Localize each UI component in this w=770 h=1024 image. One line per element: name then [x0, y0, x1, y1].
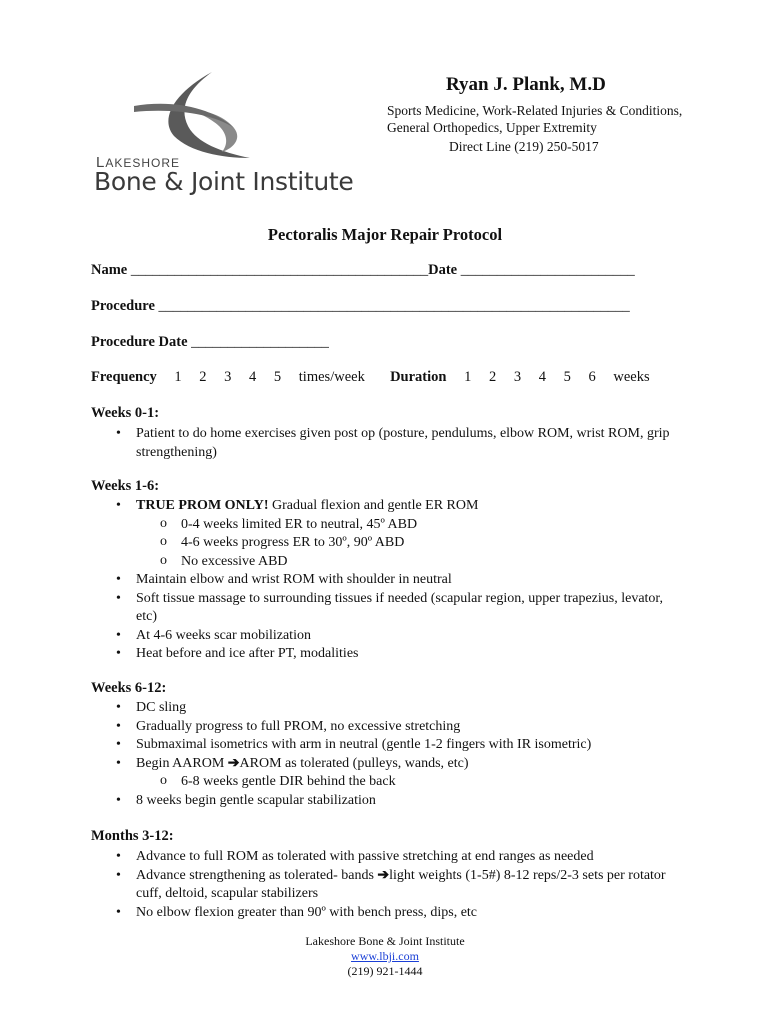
duration-option[interactable]: 5: [563, 369, 571, 385]
sub-list-item: o 4-6 weeks progress ER to 30º, 90º ABD: [136, 534, 678, 553]
list-item: • 8 weeks begin gentle scapular stabilization: [108, 792, 678, 811]
weeks-0-1-list: [108, 425, 678, 462]
weeks-1-6-sublist: [136, 516, 678, 572]
list-item: • Soft tissue massage to surrounding tissues if needed (scapular region, upper trapezius, levator, etc): [108, 590, 678, 627]
document-title: Pectoralis Major Repair Protocol: [267, 225, 503, 244]
frequency-option[interactable]: 3: [224, 369, 232, 385]
arrow-right-icon: ➔: [377, 867, 390, 883]
section-heading-months-3-12: Months 3-12:: [91, 828, 174, 844]
footer-org: Lakeshore Bone & Joint Institute: [305, 934, 465, 948]
list-item: • Advance strengthening as tolerated- bands ➔light weights (1-5#) 8-12 reps/2-3 sets per rotator cuff, deltoid, scapular stabilizers: [108, 867, 678, 904]
direct-line: Direct Line (219) 250-5017: [449, 139, 599, 154]
duration-unit: weeks: [613, 369, 650, 385]
section-heading-weeks-6-12: Weeks 6-12:: [91, 680, 167, 696]
weeks-6-12-list: [108, 699, 678, 810]
months-3-12-list: [108, 848, 678, 922]
weeks-1-6-list: [108, 497, 678, 664]
sub-list-item: o No excessive ABD: [136, 553, 678, 572]
list-item: • At 4-6 weeks scar mobilization: [108, 627, 678, 646]
doctor-specialty: [387, 102, 682, 136]
procedure-date-row: [91, 334, 329, 351]
section-heading-weeks-0-1: Weeks 0-1:: [91, 405, 160, 421]
specialty-line-2: General Orthopedics, Upper Extremity: [387, 120, 597, 135]
procedure-row: [91, 298, 630, 315]
logo-institute-name: Bone & Joint Institute: [94, 167, 354, 196]
name-date-row: [91, 262, 635, 279]
list-item: • DC sling: [108, 699, 678, 718]
list-item: • No elbow flexion greater than 90º with bench press, dips, etc: [108, 904, 678, 923]
doctor-name: Ryan J. Plank, M.D: [446, 74, 606, 95]
frequency-label: Frequency: [91, 369, 157, 385]
frequency-option[interactable]: 1: [174, 369, 182, 385]
frequency-duration-row: [91, 369, 650, 386]
list-item: • Gradually progress to full PROM, no excessive stretching: [108, 718, 678, 737]
duration-option[interactable]: 4: [538, 369, 546, 385]
name-label: Name: [91, 262, 128, 278]
swoosh-logo-icon: [130, 66, 260, 166]
procedure-label: Procedure: [91, 298, 155, 314]
logo-lakeshore-text: LAKESHORE: [96, 154, 181, 171]
list-item: • Begin AAROM ➔AROM as tolerated (pulleys, wands, etc) o 6-8 weeks gentle DIR behind the back: [108, 755, 678, 792]
date-field[interactable]: ________________________: [460, 262, 635, 278]
footer-phone: (219) 921-1444: [347, 964, 423, 978]
name-field[interactable]: _________________________________________: [130, 262, 429, 278]
procedure-date-label: Procedure Date: [91, 334, 188, 350]
list-item: • Submaximal isometrics with arm in neutral (gentle 1-2 fingers with IR isometric): [108, 736, 678, 755]
duration-option[interactable]: 2: [488, 369, 497, 385]
frequency-option[interactable]: 2: [199, 369, 207, 385]
footer-website-link[interactable]: www.lbji.com: [351, 949, 419, 963]
list-item: • TRUE PROM ONLY! Gradual flexion and gentle ER ROM o 0-4 weeks limited ER to neutral, 45º ABD o 4-6 weeks progress ER to 30º, 90º ABD o No excessive ABD: [108, 497, 678, 571]
frequency-option[interactable]: 5: [273, 369, 282, 385]
frequency-option[interactable]: 4: [249, 369, 257, 385]
procedure-field[interactable]: _________________________________________________________________: [158, 298, 630, 314]
sub-list-item: o 0-4 weeks limited ER to neutral, 45º ABD: [136, 516, 678, 535]
list-item: • Heat before and ice after PT, modalities: [108, 645, 678, 664]
duration-label: Duration: [390, 369, 447, 385]
list-item: • Maintain elbow and wrist ROM with shoulder in neutral: [108, 571, 678, 590]
arrow-right-icon: ➔: [227, 755, 240, 771]
duration-option[interactable]: 1: [464, 369, 472, 385]
duration-option[interactable]: 3: [513, 369, 522, 385]
institute-logo: [92, 66, 382, 206]
procedure-date-field[interactable]: ___________________: [191, 334, 329, 350]
frequency-unit: times/week: [298, 369, 365, 385]
true-prom-emphasis: TRUE PROM ONLY!: [136, 498, 269, 513]
duration-option[interactable]: 6: [588, 369, 596, 385]
list-item: • Advance to full ROM as tolerated with passive stretching at end ranges as needed: [108, 848, 678, 867]
weeks-6-12-sublist: [136, 773, 678, 792]
list-item: • Patient to do home exercises given post op (posture, pendulums, elbow ROM, wrist ROM, grip strengthening): [108, 425, 678, 462]
date-label: Date: [428, 262, 458, 278]
sub-list-item: o 6-8 weeks gentle DIR behind the back: [136, 773, 678, 792]
section-heading-weeks-1-6: Weeks 1-6:: [91, 478, 160, 494]
specialty-line-1: Sports Medicine, Work-Related Injuries & Conditions,: [387, 103, 683, 118]
page-footer: [0, 934, 770, 979]
